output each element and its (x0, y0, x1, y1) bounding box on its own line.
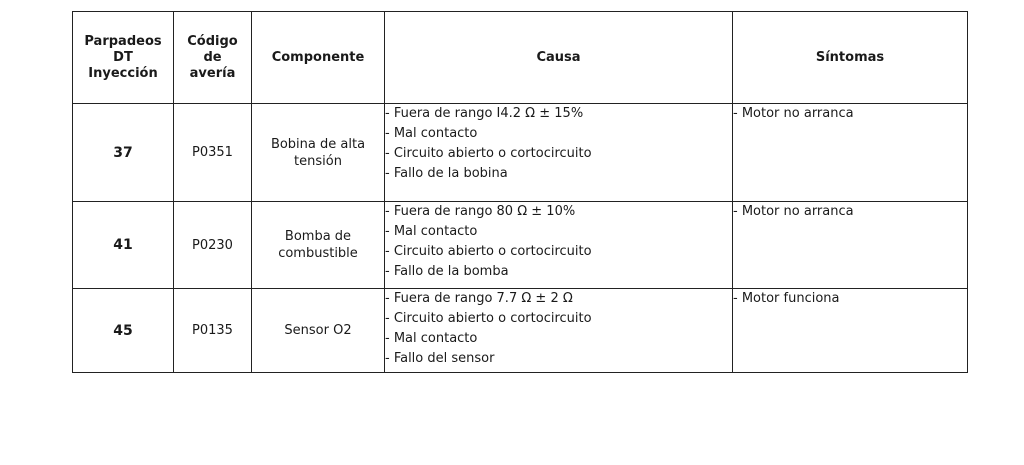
cause-item: - Fuera de rango 7.7 Ω ± 2 Ω (385, 291, 573, 306)
cause-item: - Fallo de la bomba (385, 264, 509, 279)
header-blinks: Parpadeos DT Inyección (73, 12, 174, 104)
fault-code: P0230 (174, 202, 252, 289)
symptom: - Motor no arranca (733, 104, 968, 202)
symptom: - Motor no arranca (733, 202, 968, 289)
cause-item: - Circuito abierto o cortocircuito (385, 244, 592, 259)
cause-list (385, 289, 733, 373)
fault-code: P0135 (174, 289, 252, 373)
cause-item: - Fallo de la bobina (385, 166, 508, 181)
cause-item: - Mal contacto (385, 224, 478, 239)
table-row (73, 202, 968, 289)
component-name: Sensor O2 (252, 289, 385, 373)
symptom: - Motor funciona (733, 289, 968, 373)
blink-count: 37 (73, 104, 174, 202)
fault-code: P0351 (174, 104, 252, 202)
component-name: Bomba de combustible (252, 202, 385, 289)
blink-count: 41 (73, 202, 174, 289)
header-symptoms: Síntomas (733, 12, 968, 104)
header-component: Componente (252, 12, 385, 104)
cause-item: - Mal contacto (385, 126, 478, 141)
table-row (73, 289, 968, 373)
cause-item: - Fuera de rango 80 Ω ± 10% (385, 204, 576, 219)
component-name: Bobina de alta tensión (252, 104, 385, 202)
cause-item: - Circuito abierto o cortocircuito (385, 146, 592, 161)
header-row (73, 12, 968, 104)
cause-item: - Mal contacto (385, 331, 478, 346)
cause-list (385, 202, 733, 289)
blink-count: 45 (73, 289, 174, 373)
cause-list (385, 104, 733, 202)
table-row (73, 104, 968, 202)
cause-item: - Fuera de rango I4.2 Ω ± 15% (385, 106, 584, 121)
header-fault-code: Código de avería (174, 12, 252, 104)
cause-item: - Circuito abierto o cortocircuito (385, 311, 592, 326)
header-cause: Causa (385, 12, 733, 104)
cause-item: - Fallo del sensor (385, 351, 495, 366)
fault-code-table (72, 11, 968, 373)
